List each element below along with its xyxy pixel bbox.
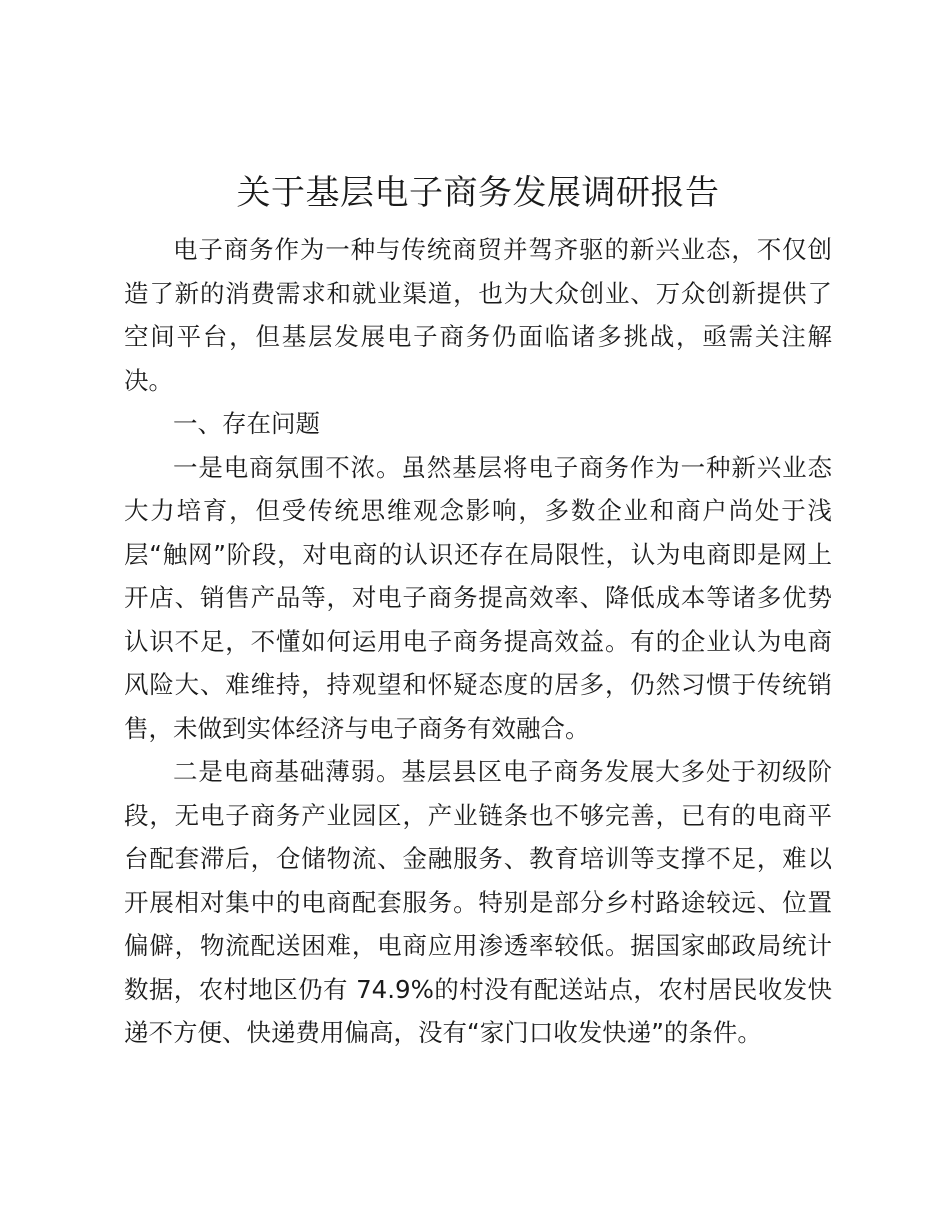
document-title: 关于基层电子商务发展调研报告 (236, 173, 720, 213)
document-page (124, 172, 832, 1055)
intro-paragraph: 电子商务作为一种与传统商贸并驾齐驱的新兴业态，不仅创造了新的消费需求和就业渠道，也为大众创业、万众创新提供了空间平台，但基层发展电子商务仍面临诸多挑战，亟需关注解决。 (124, 235, 832, 395)
body-paragraph: 二是电商基础薄弱。基层县区电子商务发展大多处于初级阶段，无电子商务产业园区，产业链条也不够完善，已有的电商平台配套滞后，仓储物流、金融服务、教育培训等支撑不足，难以开展相对集中的电商配套服务。特别是部分乡村路途较远、位置偏僻，物流配送困难，电商应用渗透率较低。据国家邮政局统计数据，农村地区仍有 74.9%的村没有配送站点，农村居民收发快递不方便、快递费用偏高，没有“家门口收发快递”的条件。 (124, 757, 832, 1047)
body-paragraph: 一是电商氛围不浓。虽然基层将电子商务作为一种新兴业态大力培育，但受传统思维观念影响，多数企业和商户尚处于浅层“触网”阶段，对电商的认识还存在局限性，认为电商即是网上开店、销售产品等，对电子商务提高效率、降低成本等诸多优势认识不足，不懂如何运用电子商务提高效益。有的企业认为电商风险大、难维持，持观望和怀疑态度的居多，仍然习惯于传统销售，未做到实体经济与电子商务有效融合。 (124, 452, 832, 743)
section-heading: 一、存在问题 (173, 409, 320, 438)
